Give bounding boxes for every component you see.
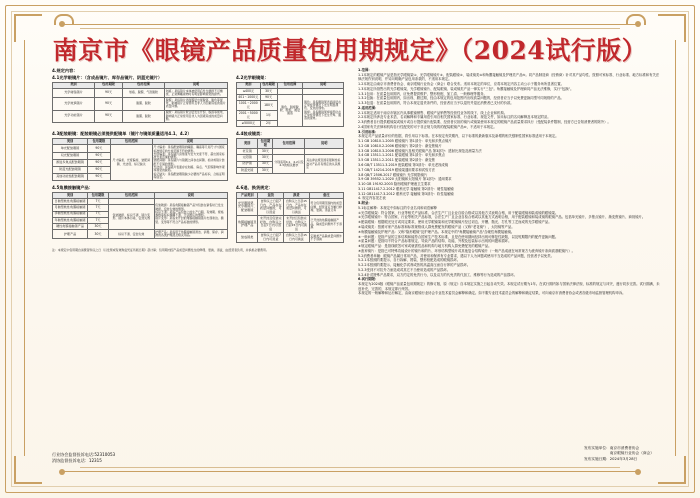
text-line: 3.4 GB 13511.1-2011 配装眼镜 第1部分：单光和多焦点 bbox=[358, 153, 445, 158]
section-4-2-heading: 4.2光学眼镜架： bbox=[236, 74, 269, 80]
text-line: 1.3.3包退：在质量包用期内，符合本规定退货条件的，经营者应当予以退货并退还消费者已支付的价款。 bbox=[358, 101, 514, 106]
text-line: 5.2.1本按照的要提示、自行拆解、擦装、整形校配造成的眼镜损坏。 bbox=[358, 258, 461, 263]
issuer-1: 南京市消费者协会 bbox=[609, 445, 640, 450]
text-line: 5.2.3受到不可抗外力而造成或其它不当使用造成的产品损坏。 bbox=[358, 267, 451, 272]
section-4-1-heading: 4.1光学眼镜片：（含成品镜片、库存品镜片、阴蓝光镜片） bbox=[52, 74, 163, 80]
column-header: 包用期限 bbox=[88, 192, 109, 198]
right-column bbox=[352, 68, 660, 458]
row-4-3-and-4-4 bbox=[52, 131, 344, 185]
left-column bbox=[52, 68, 344, 458]
content-area bbox=[52, 68, 660, 458]
table-optical-lenses bbox=[52, 82, 228, 124]
block-4-6 bbox=[236, 185, 344, 243]
table-cell: 渐进多焦点配装眼镜 bbox=[53, 159, 88, 166]
column-header: 说明 bbox=[165, 82, 228, 88]
table-cell: 自购买之日起15日内，产品存在质量问题的，可以换货 bbox=[284, 199, 310, 216]
table-cell: 装成镜类 bbox=[237, 233, 258, 243]
block-4-4 bbox=[236, 131, 344, 181]
table-cell: 脱膜、脱胶 bbox=[123, 98, 165, 110]
column-header: 类别 bbox=[53, 192, 88, 198]
text-line: ③配装眼镜：根据眼光处方或同定要求，使用光学眼镜架和光学眼镜镜片经过切边、开槽、抛光、打孔等工艺而成的光学眼镜产品。 bbox=[358, 220, 552, 225]
table-cell: 尺寸偏差：是指配装眼镜的瞳距、瞳高等几何尺寸与国家标准规定的允差范围不符的情形。 光度偏差：是指镜片顶焦度与处方光度不符、超出国家标准允差范围的情形。 装配间隙：是指镜片与镜圈之间存在间隙、松动或镜片装配不牢固的情形。 光洁度：是指镜片表面存在划痕、麻点、气泡等影响外观和视觉的缺陷。 标记缺失：是指配装眼镜缺少必要的产品标识、合格证明等信息。 bbox=[152, 145, 227, 181]
table-cell: 90天 bbox=[88, 152, 111, 159]
row-4-1-and-4-2 bbox=[52, 75, 344, 132]
text-line: 3.10 GB 19192-2003 隐形眼镜护理液卫生要求 bbox=[358, 182, 431, 187]
section-6-lines bbox=[358, 282, 660, 296]
column-header: 包用范围 bbox=[277, 82, 303, 88]
table-cell: 护理产品：是指用于角膜接触镜清洁、消毒、保存、润滑的各类护理液及相关用品。 bbox=[154, 230, 228, 239]
issue-date-row bbox=[584, 457, 654, 462]
table-cell: 标识不清、密封失效 bbox=[109, 230, 155, 239]
table-cell: 180天 bbox=[260, 101, 277, 111]
table-cell: 定制类产品除质量问题外不予退换 bbox=[310, 233, 342, 241]
text-line: 3.2 GB 10810.2-2006 眼镜镜片 第2部分：渐变焦镜片 bbox=[358, 143, 442, 148]
table-contact-lenses bbox=[52, 192, 228, 240]
text-line: 3.12 GB11417.3-2012 眼科光学 接触镜 第3部分：软性接触镜 bbox=[358, 191, 454, 196]
table-row bbox=[53, 230, 228, 239]
table-cell: 角膜接触镜及护理产品 bbox=[237, 216, 258, 233]
table-cell: 7天 bbox=[88, 205, 109, 211]
table-cell: 未开封且包装完好的，自购买之日起7日内可退货 bbox=[258, 216, 284, 233]
text-line: 3.7 GB/T 14214-2019 眼镜架通用要求和试验方法 bbox=[358, 167, 436, 172]
table-cell: 90天 bbox=[88, 166, 111, 173]
table-cell: 401～1000元 bbox=[238, 94, 259, 99]
corner-ornament-bottom-left bbox=[14, 456, 42, 484]
text-line: 5.2.4针对特殊产品要求，双方约定的免责行为，以及双方的代免责的代加工、维修等行为造成的产品损坏。 bbox=[358, 272, 517, 277]
table-cell: 其他功能性配装眼镜 bbox=[53, 173, 88, 180]
table-cell: 7天 bbox=[88, 217, 109, 223]
table-cell: ≥5000元 bbox=[237, 121, 261, 127]
column-header: 类别 bbox=[237, 139, 258, 149]
table-cell: 尺寸偏差、光度偏差、装配间隙、光洁度、标记缺失 bbox=[110, 145, 152, 181]
text-line: 3.5 GB 13511.2-2011 配装眼镜 第2部分：渐变焦 bbox=[358, 158, 435, 163]
text-line: 3.11 GB11417.2-2012 眼科光学 接触镜 第2部分：硬性接触镜 bbox=[358, 186, 454, 191]
text-line: ⑧规定眼镜产品：是指线联签可家或就需性品和机构与地方机构人群免费配发的眼镜产品。 bbox=[358, 244, 492, 249]
table-row bbox=[53, 110, 228, 122]
text-line: 本规定为2024版《眼镜产品质量包用期规定》的修订版，原《规定》自本规定实施之日起自动失效。本规定试行期为1年。在试行期内如与国家法律法规、标准的规定与冲突，遵行同步完善。试行期满，未违补充、完善的，本规定即行终效。 bbox=[358, 282, 660, 291]
section-4-5-heading: 4.5角膜接触镜产品： bbox=[52, 184, 93, 190]
top-ornament-line bbox=[62, 24, 638, 25]
table-cell: 30天 bbox=[260, 88, 277, 94]
table-cell: 脱胶：是指镜片胶合层发生开裂、脱落等现象，影响镜片正常使用且非人为因素造成的质量问题。 bbox=[165, 110, 226, 121]
column-header: 说明 bbox=[152, 139, 227, 145]
column-header: 换货 bbox=[284, 192, 310, 198]
table-cell: 日抛型软性角膜接触镜 bbox=[53, 199, 88, 205]
table-cell: 2001～5000元 bbox=[237, 111, 261, 121]
text-line: 3.3 GB 10810.3-2006 眼镜镜片及相关眼镜产品 第3部分：透射比规范及测量方法 bbox=[358, 148, 482, 153]
table-optical-frames bbox=[236, 82, 344, 128]
table-cell: 符合包用期范围内的质量问题，经营者应当履行修理、更换、退货义务 bbox=[309, 199, 343, 216]
table-cell: 脱色：是指眼镜架表面涂层在正常使用情况下发生明显褪色、变色的现象。 脱焊：是指眼镜架焊接部位在正常使用情况下发生开焊、脱落的现象。 bbox=[303, 95, 344, 127]
table-cell: 90天 bbox=[260, 95, 277, 101]
block-4-5 bbox=[52, 185, 228, 243]
text-line: ⑦质量问题：是指同不符合产品标准规定、导致产品的结构、功能、外观及包装标示出现的问题和损坏。 bbox=[358, 239, 512, 244]
text-line: 2.4国家有关法律和机构自行性配发的可于非正规力线的的配装眼镜产品⑥，不适用于本规定。 bbox=[358, 124, 497, 129]
table-cell: 自购买之日起7日内可退货 bbox=[258, 233, 284, 243]
table-cell: 90天 bbox=[95, 110, 123, 122]
text-line: ⑤角膜接触镜及护理产品：又称"隐形眼镜"及护理产品。本规定中的"角膜接触镜产品"含硬性角膜接触镜。 bbox=[358, 229, 515, 234]
column-header: 包用期限 bbox=[260, 82, 277, 88]
table-cell: 防护镜 bbox=[237, 161, 258, 167]
table-cell: 包装破损、标识不清、镜片变形、镜片本体污染、密封失效 bbox=[109, 205, 155, 230]
text-line: 1.3.2包换：在质量包用期内，如出现、磨过期，经由本规定的包用范围内出现质量问题的，经营者应当予以免费更换同型号同规格的产品。 bbox=[358, 96, 564, 101]
section-6-heading: 6.试行期限： bbox=[358, 277, 379, 282]
block-4-1 bbox=[52, 75, 228, 128]
text-line: 1.3本规定所指售出的光学眼镜架、光学眼镜镜片、配装眼镜、装成镜类产品一律实行"三包"。角膜接触镜及护理商同产品无法维修，实行"包换"。 bbox=[358, 86, 574, 91]
issuer-2: 南京眼镜行业协会（商会） bbox=[609, 451, 654, 456]
column-header: 类别 bbox=[53, 139, 88, 145]
column-header: 包用范围 bbox=[110, 139, 152, 145]
table-row bbox=[237, 233, 344, 243]
text-line: 2.3消费者自行提供眼镜架或镜片或自行提供镜片配装要、经营者仅担的镜片或镜架使用本规定的眼镜产品质量要求执行（受配装条件限制，经营方已告知消费者的除外）。 bbox=[358, 120, 611, 125]
table-cell: 未开封且包装完好的，自购买之日起15日内可换货 bbox=[284, 216, 310, 233]
column-header: 类别 bbox=[53, 82, 95, 88]
left-footnote: 注：本规定中包用期自消费者购买之日（以发票或有效购货凭证所载日期）起计算；包用期内因产品质量问题发生的修理、更换、退货，由经营者负责，并承担必要费用。 bbox=[52, 248, 269, 253]
table-readymade-glasses bbox=[236, 138, 344, 174]
block-4-2 bbox=[236, 75, 344, 128]
row-4-5-and-4-6 bbox=[52, 185, 344, 247]
section-4-heading: 4.规定内容： bbox=[52, 68, 78, 73]
text-line: ⑥一般问题：是指产品的主体结构和能符合国家生产技术标准、且是在使用期间经持出现可修复性缺陷，以及短期限内的配件更换问题。 bbox=[358, 234, 559, 239]
text-line: 3.8 QB/T 2506-2017 眼镜镜片 光学树脂镜片 bbox=[358, 172, 428, 177]
table-return-exchange bbox=[236, 192, 344, 244]
text-line: 3.6 GB/T 13511.3-2019 配装眼镜 第3部分：单光老视成镜 bbox=[358, 163, 449, 168]
table-cell: 1年 bbox=[260, 111, 277, 121]
issuer-label: 发布实施单位： bbox=[583, 445, 610, 450]
text-line: ①光学眼镜架：符合国家、行业等相关产品标准、合法生产厂且企业自检合格或以其他方式表明合格，用于配装眼镜和装成镜的眼镜架。 bbox=[358, 210, 559, 215]
table-cell: 已开封的角膜接触镜产品，除质量问题外不予退换 bbox=[309, 216, 343, 233]
section-1-lines bbox=[358, 73, 660, 106]
table-cell: 季抛型软性角膜接触镜 bbox=[53, 211, 88, 217]
table-cell: ≤400元 bbox=[237, 88, 261, 94]
text-line: 本规定的一般解释和运行解定，由南京眼镜行业协会专业技术委员会解释和确定。如不服专业技术委员会的解释和确定结果，可向南京市消费者协会或者各级市场监督管理机构申诉。 bbox=[358, 291, 626, 296]
hotline-association: 行业协会监督投诉电话:52310053 bbox=[52, 451, 116, 457]
text-line: 2.2本规定所涉及专业术语、名词解释和专属用语引用自相关国家标准、行业标准、规范文件，如未标注的名词解释及本规定附录。 bbox=[358, 115, 551, 120]
column-header: 备注 bbox=[309, 192, 343, 198]
bottom-ornament-line bbox=[62, 471, 638, 472]
table-cell: 老花镜 bbox=[237, 149, 258, 155]
table-row bbox=[237, 199, 344, 216]
glossary-list bbox=[358, 211, 660, 254]
table-header-row bbox=[237, 139, 344, 149]
hotline-consumer: 消协监督投诉电话：12315 bbox=[52, 457, 102, 463]
table-cell: 2年 bbox=[260, 121, 277, 127]
table-cell: 90天 bbox=[88, 159, 111, 166]
table-cell: 光学树脂镜片 bbox=[53, 88, 95, 97]
column-header: 包用范围 bbox=[109, 192, 155, 198]
column-header: 包用范围 bbox=[123, 82, 165, 88]
column-header: 包用期限 bbox=[95, 82, 123, 88]
column-header: 包用范围 bbox=[273, 139, 305, 149]
table-cell: 90天 bbox=[88, 173, 111, 180]
column-header: 产品类别 bbox=[237, 192, 258, 198]
section-5-2-heading: 5.2消费者举辅：眼镜产品属日常用产品，对使用和保养有专业要求，遇以下人为问题或使用不当造成的产品问题，经营者予以免责。 bbox=[358, 253, 554, 258]
table-cell: 30天 bbox=[258, 161, 273, 167]
section-5-intro: 5.1标注解释：本规定中如标注的专业名词和词语解释 bbox=[358, 205, 437, 210]
table-cell: 自购买之日起7日内，产品存在质量问题的，可以退货 bbox=[258, 199, 284, 216]
table-cell: 光学眼镜架、光学眼镜片、配装眼镜 bbox=[237, 199, 258, 216]
table-row bbox=[237, 216, 344, 233]
table-cell: 月抛型软性角膜接触镜 bbox=[53, 205, 88, 211]
right-side-ornament bbox=[675, 40, 676, 456]
table-cell: 分别适用4.1、4.2以及4.3的相关要求 bbox=[273, 155, 305, 174]
ornament-dot-bottom-right bbox=[635, 469, 641, 475]
footer-hotlines bbox=[52, 452, 115, 464]
section-2-heading: 2.适用范围： bbox=[358, 105, 379, 110]
table-cell: 硬性角膜接触镜产品 bbox=[53, 224, 88, 230]
knob-ornament-left bbox=[54, 14, 74, 25]
table-cell: 年抛型软性角膜接触镜 bbox=[53, 217, 88, 223]
table-cell: 防蓝光镜 bbox=[237, 167, 258, 173]
corner-ornament-bottom-right bbox=[658, 456, 686, 484]
table-cell: 7天 bbox=[88, 211, 109, 217]
left-side-ornament bbox=[24, 40, 25, 456]
table-cell: 光学功能镜片 bbox=[53, 110, 95, 122]
table-assembled-glasses bbox=[52, 138, 228, 181]
table-cell: 30天 bbox=[88, 224, 109, 230]
table-cell: 护理产品 bbox=[53, 230, 88, 239]
table-cell: 划痕：是指镜片本体被使用后发生磨损不可擦拭、正常佩戴视物时有明显影响视觉的损伤。 bbox=[165, 88, 228, 97]
standards-list bbox=[358, 139, 660, 196]
table-cell: 脱色、脱焊脱胶、断裂、镀层脱落 bbox=[277, 95, 303, 127]
table-cell: 90天 bbox=[95, 98, 123, 110]
text-line: 1.1本规定的眼镜产品是指光学眼镜架①、光学眼镜镜片②、配装眼镜③、装成镜类④和角膜接触镜及护理类产品⑤。同产品制造商（经销商）针对其产品均性、按照可家标准、行业标准、地方标准和有关法律法规作别说明，并另向明确产品包用条款的，不适用本规定。 bbox=[358, 72, 660, 82]
column-header: 包用期限 bbox=[88, 139, 111, 145]
issuer-names bbox=[610, 446, 654, 457]
table-cell: 太阳镜 bbox=[237, 155, 258, 161]
footer-issuers bbox=[584, 446, 654, 462]
table-cell: 90天 bbox=[95, 88, 123, 97]
table-cell: 7天 bbox=[88, 199, 109, 205]
section-2-lines bbox=[358, 111, 660, 130]
section-4-reference: 4. 规定内容见左表 bbox=[358, 196, 386, 201]
section-4-6-heading: 4.6退、换货规定： bbox=[236, 184, 273, 190]
section-4-4-heading: 4.4装成镜类： bbox=[236, 131, 265, 137]
text-line: 1.2本规定由南京市消费者协会、南京眼镜行业协会（商会）联合发布。适用本规定的单位，应将本规定内容主动公示于服务场所显著位置。 bbox=[358, 82, 564, 86]
knob-ornament-right bbox=[626, 14, 646, 25]
table-cell: 防蓝光配装眼镜 bbox=[53, 166, 88, 173]
text-line: 1.3.1包用：在质量包用期内，应免费提供维护、整形校配、加工清、一般修理等服务。 bbox=[358, 91, 487, 96]
table-cell: 单光配装眼镜 bbox=[53, 145, 88, 152]
text-line: 5.2.2本按照的要提示、接触化学试剂或热的高温高压而自行摔的产品损坏。 bbox=[358, 263, 471, 268]
section-1-heading: 1.范围： bbox=[358, 68, 372, 72]
column-header: 类别 bbox=[237, 82, 261, 88]
text-line: 3.1 GB 10810.1-2005 眼镜镜片 第1部分：单光和多焦点镜片 bbox=[358, 139, 452, 144]
text-line: 3.9 GB 39552.1-2020 太阳镜和太阳镜片 第1部分：通用要求 bbox=[358, 177, 452, 182]
section-4-3-heading: 4.3配装眼镜：配装眼镜必须提供配镜单（镜片与镜架质量适用4.1、4.2） bbox=[52, 131, 192, 137]
table-cell: 90天 bbox=[88, 145, 111, 152]
column-header: 说明 bbox=[303, 82, 344, 88]
page-title: 南京市《眼镜产品质量包用期规定》（2024试行版） bbox=[52, 36, 648, 65]
top-ornament-line-2 bbox=[80, 28, 620, 29]
table-cell: 30天 bbox=[258, 149, 273, 155]
table-cell: 脱膜：是指镜片表面膜层出现脱落、脱色等现象，影响镜片正常使用且非人为因素造成的镜片质量问题。 bbox=[165, 97, 226, 109]
column-header: 说明 bbox=[154, 192, 228, 198]
block-4-3 bbox=[52, 131, 228, 181]
issuer-row bbox=[584, 446, 654, 457]
table-cell: 30天 bbox=[258, 155, 273, 161]
text-line: ④装成镜类：按照可家产品标准和标准规格成人群免费配发的眼镜产品（又称"老花镜"），太阳镜等产品。 bbox=[358, 224, 515, 229]
table-cell: 脱膜、脱胶 bbox=[123, 110, 165, 122]
text-line: 2.1本规定适用于南京市辖区内从事眼镜销售、眼镜产品销售等经营性业务的线下、线上企业和机构。 bbox=[358, 110, 508, 115]
table-row bbox=[53, 88, 228, 97]
section-5-heading: 5.附录： bbox=[358, 201, 372, 206]
table-cell: 30天 bbox=[258, 167, 273, 173]
table-cell: 划痕、脱膜、气泡脱胶 bbox=[123, 88, 165, 97]
table-cell: 其法律法规及国家强制性标准对产品另有规定的从其规定 bbox=[305, 155, 344, 174]
section-3-heading: 3.引用标准： bbox=[358, 129, 379, 134]
bottom-ornament-line-2 bbox=[80, 467, 620, 468]
column-header: 说明 bbox=[305, 139, 344, 149]
column-header: 包用期限 bbox=[258, 139, 273, 149]
column-header: 退货 bbox=[258, 192, 284, 198]
table-cell: 光学玻璃镜片 bbox=[53, 98, 95, 110]
table-row bbox=[53, 98, 228, 110]
table-cell: 双光配装眼镜 bbox=[53, 152, 88, 159]
issue-date-label: 发布实施日期： bbox=[583, 456, 610, 461]
exemption-list bbox=[358, 258, 660, 277]
ornament-dot-bottom-left bbox=[59, 469, 65, 475]
text-line: ②光学眼镜镜片：符合国家、行业等相关产品标准，合法生产厂且企业自检合格或以其他方式表明合格，用于配装眼镜和装成镜的眼镜产品。包括单光镜片、多焦点镜片、渐变焦镜片、商视镜片。 bbox=[358, 215, 646, 220]
issue-date-value: 2024年3月28日 bbox=[609, 456, 638, 461]
table-row bbox=[53, 145, 228, 152]
table-cell: 30天 bbox=[88, 230, 109, 239]
table-cell: 1001～2000元 bbox=[237, 101, 261, 111]
text-line: ⑨废弃镜片：是指已可特殊功能设计的镜片和的片、环形结构型镜片或其他复合结构镜片（一般产品成液在场常规方为废弃镜片条商质基眼镜片）。 bbox=[358, 248, 576, 253]
section-3-intro: 本规定对产品质量评价的依据，将引用以下标准。在本规定有效期内，以下标准的最新版本及新增的相关强制性国家标准适用于本规定。 bbox=[358, 134, 559, 139]
table-cell: 包装破损：是指角膜接触镜产品外包装在销售时已发生破损、密封失效的情形。 标识不清：是指产品包装上的生产日期、有效期、规格参数等标识模糊不清、无法辨认的情形。 镜片变形：是指未开封的角膜接触镜镜片出现卷边、撕裂、变形等不符合产品标准的情形。 bbox=[154, 199, 228, 230]
table-cell: 自购买之日起15日内可换货 bbox=[284, 233, 310, 243]
